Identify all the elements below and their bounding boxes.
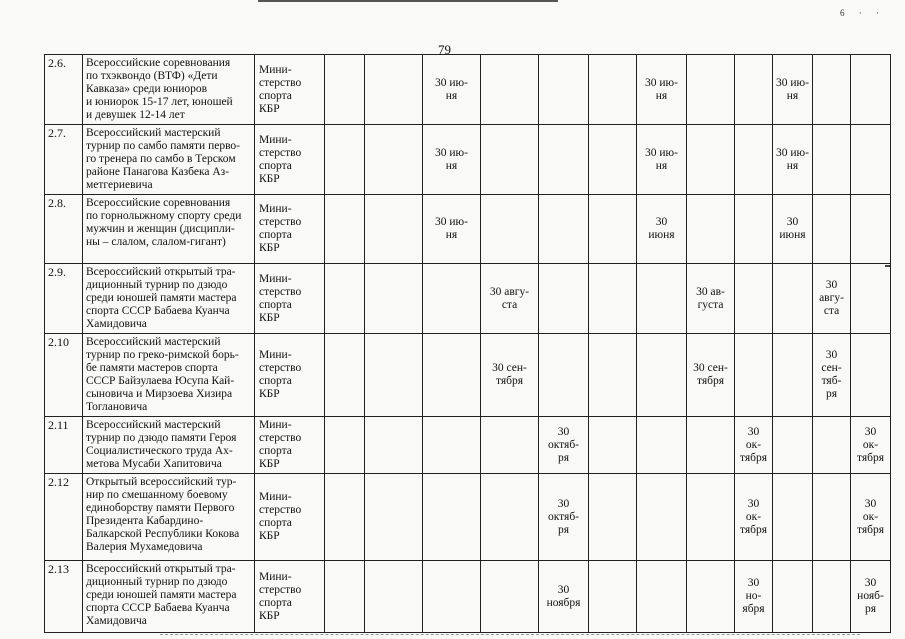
organizer-cell xyxy=(255,334,325,417)
event-name-line: СССР Байзулаева Юсупа Кай- xyxy=(86,375,235,387)
date-line: октяб- xyxy=(547,510,580,523)
date-line: 30 сен- xyxy=(492,362,527,374)
date-line: 30 ав- xyxy=(696,285,725,298)
blank-cell xyxy=(539,334,589,417)
date-cell xyxy=(481,264,539,334)
row-number-cell xyxy=(45,264,83,334)
date-line: нояб- xyxy=(857,590,884,602)
date-line: ня xyxy=(786,159,799,172)
event-name-line: метова Мусаби Хапитовича xyxy=(86,458,222,470)
blank-cell xyxy=(687,474,735,561)
date-line: 30 xyxy=(864,425,877,438)
organizer-line: Мини- xyxy=(259,570,292,583)
event-name-line: Президента Кабардино- xyxy=(86,515,204,527)
row-number: 2.7. xyxy=(48,126,66,140)
event-name-cell xyxy=(83,474,255,561)
date-line: 30 ию- xyxy=(645,76,678,89)
date-cell xyxy=(423,125,481,195)
date-line: ня xyxy=(445,159,458,172)
date-cell xyxy=(735,561,773,633)
date-line: тяб- xyxy=(821,375,842,387)
blank-cell xyxy=(325,264,365,334)
date-cell xyxy=(687,334,735,417)
row-number: 2.8. xyxy=(48,196,66,210)
blank-cell xyxy=(589,474,637,561)
organizer-line: спорта xyxy=(259,596,292,609)
blank-cell xyxy=(637,417,687,474)
blank-cell xyxy=(589,334,637,417)
row-number: 2.13 xyxy=(48,562,69,576)
blank-cell xyxy=(423,264,481,334)
blank-cell xyxy=(365,125,423,195)
blank-cell xyxy=(481,417,539,474)
event-name-line: среди юношей памяти мастера xyxy=(86,589,237,601)
blank-cell xyxy=(325,125,365,195)
blank-cell xyxy=(687,125,735,195)
organizer-cell xyxy=(255,264,325,334)
organizer-line: КБР xyxy=(259,458,280,470)
date-line: ня xyxy=(786,89,799,102)
event-name-line: Всероссийский мастерский xyxy=(86,419,221,431)
date-line: ня xyxy=(655,159,668,172)
blank-cell xyxy=(851,264,891,334)
organizer-line: стерство xyxy=(259,362,302,374)
date-line: 30 xyxy=(747,497,760,510)
date-cell xyxy=(539,417,589,474)
blank-cell xyxy=(813,125,851,195)
event-name-line: и девушек 12-14 лет xyxy=(86,109,185,121)
event-name-cell xyxy=(83,195,255,264)
event-name-line: ны – слалом, слалом-гигант) xyxy=(86,236,226,248)
blank-cell xyxy=(365,264,423,334)
blank-cell xyxy=(539,195,589,264)
event-name-line: диционный турнир по дзюдо xyxy=(86,576,228,588)
date-line: 30 xyxy=(825,279,838,291)
blank-cell xyxy=(365,474,423,561)
blank-cell xyxy=(589,264,637,334)
organizer-line: стерство xyxy=(259,583,302,596)
organizer-cell xyxy=(255,474,325,561)
event-name-line: Валерия Мухамедовича xyxy=(86,541,203,553)
row-number-cell xyxy=(45,55,83,125)
event-name-cell xyxy=(83,125,255,195)
organizer-line: Мини- xyxy=(259,491,292,503)
date-line: тября xyxy=(495,375,524,387)
blank-cell xyxy=(423,417,481,474)
blank-cell xyxy=(773,264,813,334)
table-row xyxy=(45,55,891,125)
organizer-line: стерство xyxy=(259,76,302,89)
scan-bottom-line xyxy=(160,634,860,635)
event-name-line: Всероссийские соревнования xyxy=(86,57,231,69)
date-line: ста xyxy=(823,305,840,317)
date-line: 30 xyxy=(864,577,877,589)
row-number-cell xyxy=(45,334,83,417)
blank-cell xyxy=(539,125,589,195)
organizer-line: Мини- xyxy=(259,349,292,361)
event-name-line: сыновича и Мирзоева Хизира xyxy=(86,388,233,400)
date-cell xyxy=(773,125,813,195)
blank-cell xyxy=(735,125,773,195)
corner-marks: 6 · · xyxy=(840,8,885,18)
date-cell xyxy=(813,334,851,417)
organizer-line: спорта xyxy=(259,445,292,457)
organizer-line: Мини- xyxy=(259,419,292,431)
blank-cell xyxy=(589,561,637,633)
date-cell xyxy=(539,474,589,561)
date-line: авгу- xyxy=(819,292,844,304)
blank-cell xyxy=(813,474,851,561)
organizer-line: спорта xyxy=(259,159,292,172)
blank-cell xyxy=(589,55,637,125)
organizer-cell xyxy=(255,55,325,125)
blank-cell xyxy=(735,195,773,264)
date-line: 30 ию- xyxy=(435,146,468,159)
table-row xyxy=(45,125,891,195)
blank-cell xyxy=(589,195,637,264)
blank-cell xyxy=(773,474,813,561)
date-line: ста xyxy=(501,298,518,311)
blank-cell xyxy=(735,264,773,334)
organizer-line: КБР xyxy=(259,172,280,185)
date-line: 30 ию- xyxy=(776,146,809,159)
row-number: 2.6. xyxy=(48,56,66,70)
date-cell xyxy=(851,417,891,474)
date-line: 30 ию- xyxy=(776,76,809,89)
row-number-cell xyxy=(45,125,83,195)
date-line: ня xyxy=(655,89,668,102)
blank-cell xyxy=(423,474,481,561)
date-line: тября xyxy=(856,451,885,464)
blank-cell xyxy=(735,55,773,125)
date-line: ня xyxy=(445,89,458,102)
organizer-line: КБР xyxy=(259,102,280,115)
blank-cell xyxy=(773,561,813,633)
date-line: ня xyxy=(445,229,458,241)
blank-cell xyxy=(589,417,637,474)
date-line: 30 xyxy=(864,497,877,510)
organizer-line: КБР xyxy=(259,388,280,400)
blank-cell xyxy=(539,264,589,334)
event-name-line: Всероссийский открытый тра- xyxy=(86,266,236,278)
blank-cell xyxy=(325,55,365,125)
event-name-cell xyxy=(83,334,255,417)
organizer-line: стерство xyxy=(259,216,302,228)
blank-cell xyxy=(365,417,423,474)
table-row xyxy=(45,417,891,474)
blank-cell xyxy=(637,474,687,561)
event-name-line: Социалистического труда Ах- xyxy=(86,445,233,457)
blank-cell xyxy=(481,195,539,264)
organizer-line: стерство xyxy=(259,504,302,516)
event-name-cell xyxy=(83,417,255,474)
date-line: октяб- xyxy=(547,438,580,451)
blank-cell xyxy=(637,264,687,334)
date-line: 30 xyxy=(655,216,668,228)
blank-cell xyxy=(325,334,365,417)
event-name-line: и юниорок 15-17 лет, юношей xyxy=(86,96,233,108)
blank-cell xyxy=(481,55,539,125)
date-line: тября xyxy=(739,523,768,536)
organizer-line: стерство xyxy=(259,432,302,444)
organizer-cell xyxy=(255,125,325,195)
date-line: ря xyxy=(557,523,570,536)
event-name-line: бе памяти мастеров спорта xyxy=(86,362,218,374)
event-name-line: Всероссийский мастерский xyxy=(86,127,221,139)
blank-cell xyxy=(637,334,687,417)
date-line: 30 ию- xyxy=(645,146,678,159)
blank-cell xyxy=(481,474,539,561)
date-line: 30 ию- xyxy=(435,76,468,89)
organizer-cell xyxy=(255,195,325,264)
row-number-cell xyxy=(45,474,83,561)
date-line: 30 xyxy=(557,497,570,510)
date-line: сен- xyxy=(821,362,842,374)
organizer-line: КБР xyxy=(259,311,280,324)
date-line: ября xyxy=(742,603,765,615)
table-row xyxy=(45,561,891,633)
date-cell xyxy=(423,195,481,264)
blank-cell xyxy=(365,334,423,417)
row-number: 2.11 xyxy=(48,418,69,432)
event-name-line: Всероссийский открытый тра- xyxy=(86,563,236,575)
date-line: ря xyxy=(557,451,570,464)
organizer-line: КБР xyxy=(259,242,280,254)
page-number: 79 xyxy=(438,42,451,57)
date-line: ок- xyxy=(745,438,762,451)
date-line: 30 xyxy=(825,349,838,361)
event-name-cell xyxy=(83,55,255,125)
date-cell xyxy=(813,264,851,334)
date-cell xyxy=(687,264,735,334)
blank-cell xyxy=(481,561,539,633)
blank-cell xyxy=(687,195,735,264)
date-line: ок- xyxy=(745,510,762,523)
date-cell xyxy=(851,474,891,561)
blank-cell xyxy=(325,474,365,561)
blank-cell xyxy=(851,125,891,195)
blank-cell xyxy=(589,125,637,195)
event-name-line: Всероссийские соревнования xyxy=(86,197,231,209)
table-row xyxy=(45,334,891,417)
table-row xyxy=(45,474,891,561)
event-name-line: по тхэквондо (ВТФ) «Дети xyxy=(86,70,218,82)
date-line: 30 xyxy=(747,577,760,589)
organizer-line: КБР xyxy=(259,609,280,622)
organizer-line: Мини- xyxy=(259,272,292,285)
event-name-line: турнир по дзюдо памяти Героя xyxy=(86,432,237,444)
organizer-line: Мини- xyxy=(259,133,292,146)
blank-cell xyxy=(325,417,365,474)
date-line: 30 xyxy=(557,583,570,596)
event-name-line: турнир по греко-римской борь- xyxy=(86,349,239,361)
organizer-line: Мини- xyxy=(259,203,292,215)
row-number: 2.12 xyxy=(48,475,69,489)
date-cell xyxy=(637,195,687,264)
blank-cell xyxy=(687,561,735,633)
date-line: июня xyxy=(648,229,675,241)
organizer-line: спорта xyxy=(259,517,292,529)
blank-cell xyxy=(325,561,365,633)
event-name-cell xyxy=(83,264,255,334)
date-line: ок- xyxy=(862,438,879,451)
date-cell xyxy=(539,561,589,633)
date-line: тября xyxy=(739,451,768,464)
date-cell xyxy=(637,125,687,195)
organizer-line: спорта xyxy=(259,229,292,241)
organizer-line: стерство xyxy=(259,285,302,298)
blank-cell xyxy=(365,561,423,633)
date-line: 30 авгу- xyxy=(489,285,530,298)
organizer-line: спорта xyxy=(259,89,292,102)
row-number-cell xyxy=(45,417,83,474)
organizer-line: стерство xyxy=(259,146,302,159)
event-name-line: Всероссийский мастерский xyxy=(86,336,221,348)
date-cell xyxy=(773,195,813,264)
blank-cell xyxy=(813,55,851,125)
date-line: густа xyxy=(697,298,724,311)
organizer-line: спорта xyxy=(259,375,292,387)
date-line: 30 xyxy=(747,425,760,438)
blank-cell xyxy=(325,195,365,264)
row-number-cell xyxy=(45,195,83,264)
event-name-line: Открытый всероссийский тур- xyxy=(86,476,237,488)
scan-top-line xyxy=(258,0,558,5)
date-line: ря xyxy=(864,603,877,615)
date-line: 30 сен- xyxy=(693,362,728,374)
organizer-line: КБР xyxy=(259,530,280,542)
date-line: ря xyxy=(825,388,838,400)
blank-cell xyxy=(773,334,813,417)
event-name-line: районе Панагова Казбека Аз- xyxy=(86,166,230,178)
organizer-line: спорта xyxy=(259,298,292,311)
blank-cell xyxy=(687,55,735,125)
event-name-line: го тренера по самбо в Терском xyxy=(86,153,236,165)
event-name-line: Хамидовича xyxy=(86,318,147,330)
table-row xyxy=(45,195,891,264)
schedule-table xyxy=(44,54,891,633)
date-cell xyxy=(637,55,687,125)
event-name-line: Балкарской Республики Кокова xyxy=(86,528,240,540)
blank-cell xyxy=(851,55,891,125)
organizer-line: Мини- xyxy=(259,63,292,76)
row-number: 2.10 xyxy=(48,335,69,349)
blank-cell xyxy=(637,561,687,633)
date-cell xyxy=(851,561,891,633)
event-name-line: диционный турнир по дзюдо xyxy=(86,279,228,291)
blank-cell xyxy=(423,334,481,417)
date-cell xyxy=(423,55,481,125)
event-name-line: метгериевича xyxy=(86,179,153,191)
date-line: июня xyxy=(779,229,806,241)
event-name-line: спорта СССР Бабаева Куанча xyxy=(86,305,230,317)
blank-cell xyxy=(481,125,539,195)
event-name-line: мужчин и женщин (дисципли- xyxy=(86,223,235,235)
date-cell xyxy=(481,334,539,417)
date-line: тября xyxy=(696,375,725,387)
blank-cell xyxy=(735,334,773,417)
date-cell xyxy=(735,417,773,474)
event-name-line: спорта СССР Бабаева Куанча xyxy=(86,602,230,614)
event-name-cell xyxy=(83,561,255,633)
table-row xyxy=(45,264,891,334)
event-name-line: среди юношей памяти мастера xyxy=(86,292,237,304)
date-cell xyxy=(735,474,773,561)
blank-cell xyxy=(813,195,851,264)
organizer-cell xyxy=(255,417,325,474)
date-line: 30 ию- xyxy=(435,216,468,228)
blank-cell xyxy=(539,55,589,125)
blank-cell xyxy=(851,195,891,264)
event-name-line: турнир по самбо памяти перво- xyxy=(86,140,241,152)
schedule-table-wrapper xyxy=(44,54,885,627)
blank-cell xyxy=(851,334,891,417)
blank-cell xyxy=(813,561,851,633)
blank-cell xyxy=(773,417,813,474)
event-name-line: по горнолыжному спорту среди xyxy=(86,210,242,222)
event-name-line: нир по смешанному боевому xyxy=(86,489,228,501)
date-line: 30 xyxy=(557,425,570,438)
blank-cell xyxy=(365,195,423,264)
blank-cell xyxy=(687,417,735,474)
organizer-cell xyxy=(255,561,325,633)
date-line: ок- xyxy=(862,510,879,523)
table-body xyxy=(45,55,891,633)
event-name-line: Тоглановича xyxy=(86,401,148,413)
date-line: 30 xyxy=(786,216,799,228)
row-number-cell xyxy=(45,561,83,633)
date-line: тября xyxy=(856,523,885,536)
event-name-line: единоборству памяти Первого xyxy=(86,502,235,514)
blank-cell xyxy=(813,417,851,474)
date-line: ноября xyxy=(546,596,581,609)
row-number: 2.9. xyxy=(48,265,66,279)
event-name-line: Кавказа» среди юниоров xyxy=(86,83,208,95)
event-name-line: Хамидовича xyxy=(86,615,147,627)
blank-cell xyxy=(423,561,481,633)
date-cell xyxy=(773,55,813,125)
date-line: но- xyxy=(745,590,762,602)
blank-cell xyxy=(365,55,423,125)
